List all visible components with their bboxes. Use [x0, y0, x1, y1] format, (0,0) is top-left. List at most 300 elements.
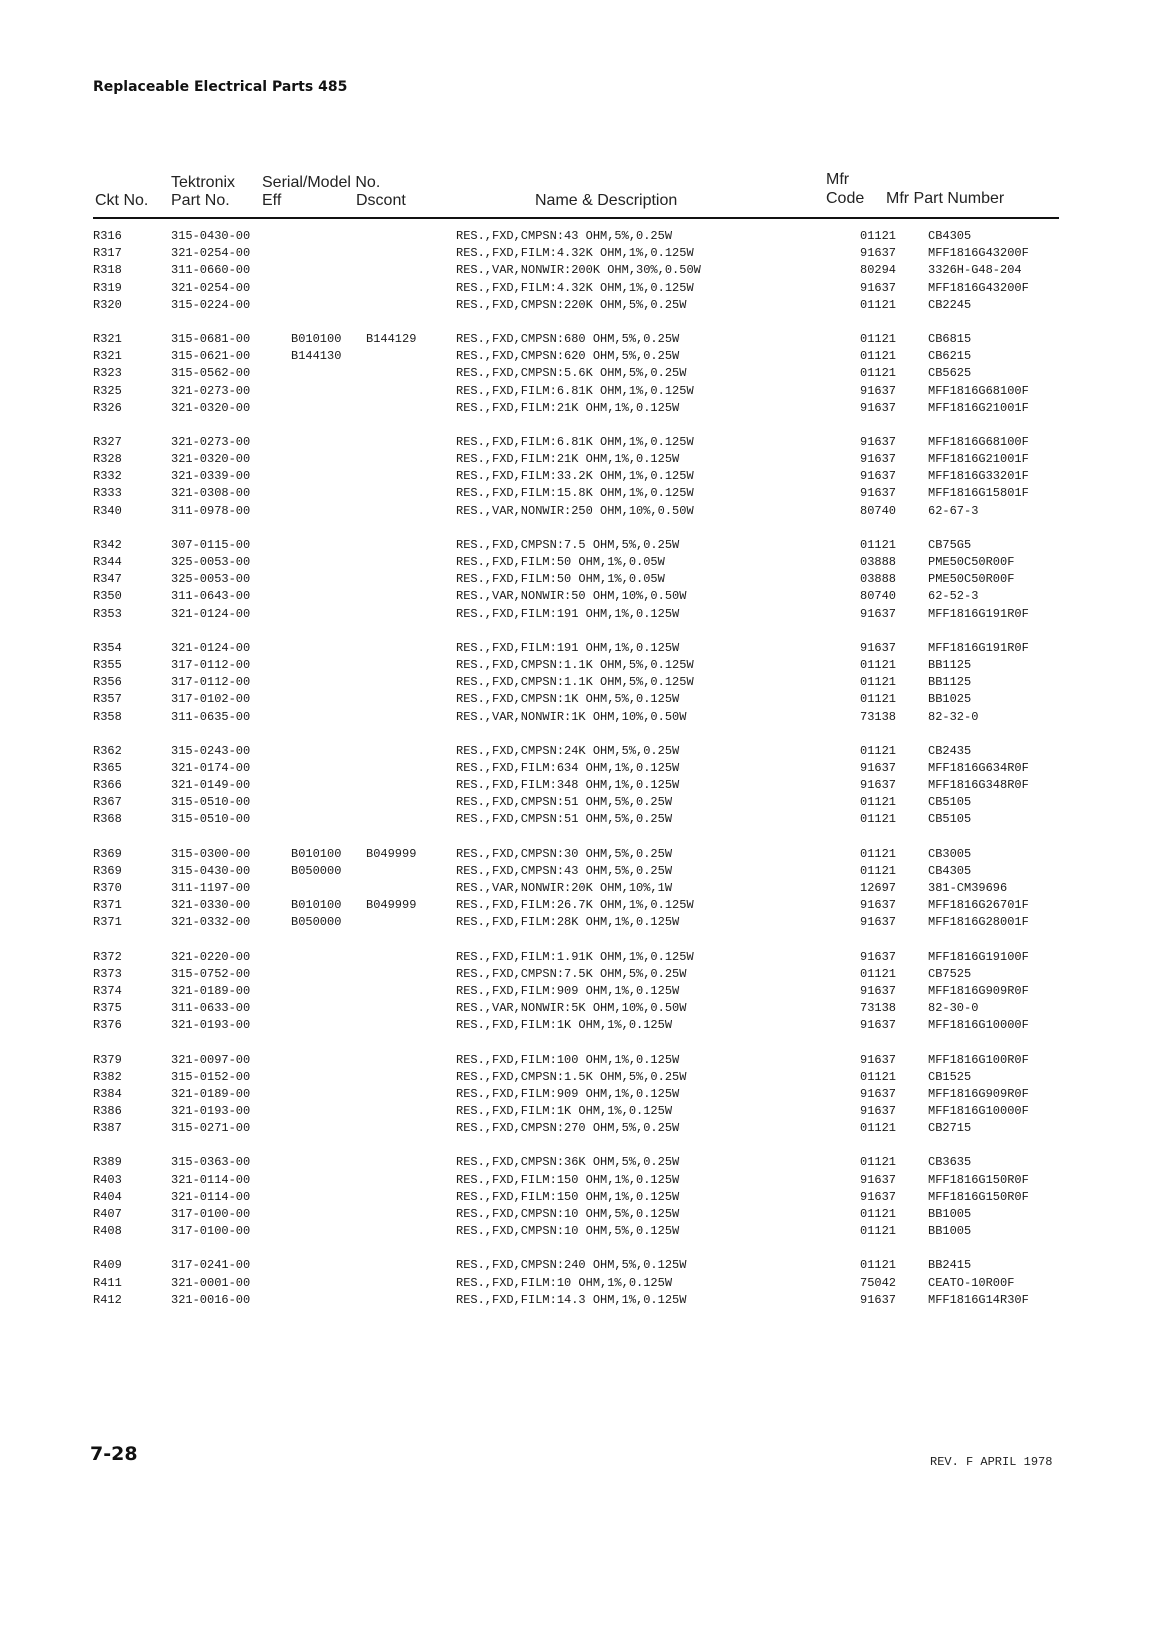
table-row — [93, 554, 1059, 571]
ckt-no-cell: R316 — [93, 229, 122, 243]
mfr-code-cell: 01121 — [860, 1069, 897, 1084]
table-row — [93, 280, 1059, 297]
mfr-code-cell: 91637 — [860, 606, 897, 621]
mfr-part-number-cell: MFF1816G150R0F — [928, 1172, 1029, 1187]
part-no-cell: 321-0273-00 — [171, 434, 251, 449]
mfr-code-cell: 91637 — [860, 760, 897, 775]
mfr-part-number-cell: MFF1816G909R0F — [928, 1086, 1029, 1101]
eff-cell: B144130 — [291, 349, 342, 364]
part-no-cell: 321-0339-00 — [171, 469, 251, 484]
description-cell: RES.,FXD,FILM:14.3 OHM,1%,0.125W — [456, 1292, 687, 1307]
description-cell: RES.,FXD,FILM:50 OHM,1%,0.05W — [456, 572, 665, 587]
table-row — [93, 811, 1059, 828]
table-row — [93, 1154, 1059, 1171]
part-no-cell: 311-1197-00 — [171, 881, 251, 895]
ckt-no-cell: R411 — [93, 1275, 122, 1290]
ckt-no-cell: R327 — [93, 434, 122, 449]
part-no-cell: 321-0254-00 — [171, 246, 251, 261]
mfr-code-cell: 01121 — [860, 331, 897, 346]
mfr-code-cell: 01121 — [860, 1207, 897, 1221]
mfr-code-cell: 75042 — [860, 1275, 897, 1290]
mfr-code-cell: 12697 — [860, 881, 897, 895]
ckt-no-cell: R328 — [93, 452, 122, 467]
mfr-code-cell: 01121 — [860, 863, 897, 878]
mfr-part-number-cell: MFF1816G43200F — [928, 246, 1029, 261]
ckt-no-cell: R374 — [93, 983, 122, 998]
description-cell: RES.,FXD,FILM:26.7K OHM,1%,0.125W — [456, 898, 694, 913]
ckt-no-cell: R369 — [93, 863, 122, 878]
table-row — [93, 1189, 1059, 1206]
mfr-part-number-cell: MFF1816G191R0F — [928, 640, 1029, 655]
part-no-cell: 315-0510-00 — [171, 812, 251, 827]
description-cell: RES.,VAR,NONWIR:50 OHM,10%,0.50W — [456, 589, 687, 604]
table-row — [93, 983, 1059, 1000]
mfr-part-number-cell: MFF1816G150R0F — [928, 1189, 1029, 1204]
mfr-code-cell: 01121 — [860, 537, 897, 552]
description-cell: RES.,FXD,CMPSN:24K OHM,5%,0.25W — [456, 743, 680, 758]
part-no-cell: 315-0152-00 — [171, 1069, 251, 1084]
description-cell: RES.,FXD,FILM:150 OHM,1%,0.125W — [456, 1172, 680, 1187]
ckt-no-cell: R384 — [93, 1086, 122, 1101]
table-row — [93, 297, 1059, 314]
description-cell: RES.,FXD,FILM:909 OHM,1%,0.125W — [456, 983, 680, 998]
eff-cell: B050000 — [291, 915, 342, 930]
part-no-cell: 321-0320-00 — [171, 452, 251, 467]
description-cell: RES.,FXD,FILM:1K OHM,1%,0.125W — [456, 1104, 673, 1119]
part-no-cell: 315-0510-00 — [171, 795, 251, 810]
table-row — [93, 383, 1059, 400]
mfr-code-cell: 01121 — [860, 1224, 897, 1239]
mfr-code-cell: 01121 — [860, 1155, 897, 1170]
ckt-no-cell: R356 — [93, 675, 122, 690]
table-row — [93, 691, 1059, 708]
part-no-cell: 315-0224-00 — [171, 297, 251, 312]
mfr-part-number-cell: MFF1816G28001F — [928, 915, 1029, 930]
col-mfr-part-number: Mfr Part Number — [886, 190, 1005, 207]
description-cell: RES.,VAR,NONWIR:1K OHM,10%,0.50W — [456, 709, 687, 724]
part-no-cell: 315-0243-00 — [171, 743, 251, 758]
ckt-no-cell: R326 — [93, 400, 122, 415]
mfr-code-cell: 91637 — [860, 452, 897, 467]
ckt-no-cell: R323 — [93, 366, 122, 381]
description-cell: RES.,FXD,CMPSN:43 OHM,5%,0.25W — [456, 863, 673, 878]
part-no-cell: 321-0097-00 — [171, 1052, 251, 1067]
table-row — [93, 863, 1059, 880]
ckt-no-cell: R407 — [93, 1207, 122, 1221]
description-cell: RES.,FXD,CMPSN:1K OHM,5%,0.125W — [456, 692, 680, 707]
table-row — [93, 1000, 1059, 1017]
mfr-part-number-cell: PME50C50R00F — [928, 555, 1015, 569]
mfr-part-number-cell: BB2415 — [928, 1258, 972, 1273]
mfr-part-number-cell: 82-32-0 — [928, 709, 979, 724]
ckt-no-cell: R365 — [93, 760, 122, 775]
part-no-cell: 321-0332-00 — [171, 915, 251, 930]
description-cell: RES.,FXD,CMPSN:10 OHM,5%,0.125W — [456, 1224, 680, 1239]
mfr-part-number-cell: CB75G5 — [928, 537, 972, 552]
mfr-part-number-cell: BB1125 — [928, 657, 972, 672]
mfr-code-cell: 01121 — [860, 1121, 897, 1136]
mfr-part-number-cell: MFF1816G15801F — [928, 486, 1029, 501]
description-cell: RES.,FXD,FILM:21K OHM,1%,0.125W — [456, 452, 680, 467]
table-row — [93, 777, 1059, 794]
part-no-cell: 321-0254-00 — [171, 280, 251, 295]
mfr-code-cell: 01121 — [860, 675, 897, 690]
part-no-cell: 315-0300-00 — [171, 846, 251, 861]
description-cell: RES.,VAR,NONWIR:20K OHM,10%,1W — [456, 881, 673, 895]
part-no-cell: 321-0189-00 — [171, 1086, 251, 1101]
mfr-code-cell: 01121 — [860, 743, 897, 758]
header-divider — [93, 217, 1059, 219]
eff-cell: B010100 — [291, 846, 342, 861]
table-row — [93, 485, 1059, 502]
mfr-part-number-cell: MFF1816G21001F — [928, 452, 1029, 467]
table-row — [93, 1069, 1059, 1086]
description-cell: RES.,FXD,FILM:6.81K OHM,1%,0.125W — [456, 383, 694, 398]
ckt-no-cell: R320 — [93, 297, 122, 312]
mfr-part-number-cell: CB3005 — [928, 846, 972, 861]
part-no-cell: 311-0633-00 — [171, 1001, 251, 1016]
eff-cell: B010100 — [291, 331, 342, 346]
ckt-no-cell: R333 — [93, 486, 122, 501]
part-no-cell: 321-0193-00 — [171, 1018, 251, 1033]
mfr-part-number-cell: MFF1816G634R0F — [928, 760, 1029, 775]
table-row — [93, 1086, 1059, 1103]
col-tektronix-label: Tektronix — [171, 174, 236, 191]
part-no-cell: 315-0621-00 — [171, 349, 251, 364]
table-row — [93, 1103, 1059, 1120]
mfr-part-number-cell: MFF1816G14R30F — [928, 1292, 1029, 1307]
description-cell: RES.,FXD,FILM:100 OHM,1%,0.125W — [456, 1052, 680, 1067]
ckt-no-cell: R358 — [93, 709, 122, 724]
ckt-no-cell: R382 — [93, 1069, 122, 1084]
mfr-part-number-cell: BB1005 — [928, 1224, 972, 1239]
mfr-part-number-cell: CB6815 — [928, 331, 972, 346]
table-row — [93, 846, 1059, 863]
description-cell: RES.,FXD,CMPSN:10 OHM,5%,0.125W — [456, 1207, 680, 1221]
mfr-part-number-cell: MFF1816G43200F — [928, 280, 1029, 295]
description-cell: RES.,FXD,CMPSN:240 OHM,5%,0.125W — [456, 1258, 687, 1273]
ckt-no-cell: R342 — [93, 537, 122, 552]
table-row — [93, 1172, 1059, 1189]
mfr-code-cell: 91637 — [860, 949, 897, 964]
part-no-cell: 317-0241-00 — [171, 1258, 251, 1273]
table-row — [93, 434, 1059, 451]
mfr-part-number-cell: BB1025 — [928, 692, 972, 707]
row-group — [93, 846, 1059, 932]
description-cell: RES.,FXD,FILM:150 OHM,1%,0.125W — [456, 1189, 680, 1204]
ckt-no-cell: R321 — [93, 331, 122, 346]
part-no-cell: 315-0363-00 — [171, 1155, 251, 1170]
table-row — [93, 794, 1059, 811]
ckt-no-cell: R412 — [93, 1292, 122, 1307]
row-group — [93, 434, 1059, 520]
mfr-code-cell: 91637 — [860, 640, 897, 655]
ckt-no-cell: R371 — [93, 898, 122, 913]
part-no-cell: 321-0308-00 — [171, 486, 251, 501]
parts-table — [93, 228, 1059, 1326]
mfr-part-number-cell: MFF1816G33201F — [928, 469, 1029, 484]
col-dscont: Dscont — [356, 192, 406, 209]
mfr-code-cell: 91637 — [860, 1172, 897, 1187]
table-row — [93, 914, 1059, 931]
mfr-part-number-cell: 62-52-3 — [928, 589, 979, 604]
description-cell: RES.,FXD,CMPSN:1.5K OHM,5%,0.25W — [456, 1069, 687, 1084]
part-no-cell: 307-0115-00 — [171, 537, 251, 552]
part-no-cell: 321-0174-00 — [171, 760, 251, 775]
col-name-description: Name & Description — [535, 192, 678, 209]
description-cell: RES.,FXD,CMPSN:51 OHM,5%,0.25W — [456, 812, 673, 827]
table-row — [93, 657, 1059, 674]
ckt-no-cell: R362 — [93, 743, 122, 758]
table-row — [93, 348, 1059, 365]
table-row — [93, 228, 1059, 245]
description-cell: RES.,FXD,CMPSN:680 OHM,5%,0.25W — [456, 331, 680, 346]
mfr-code-cell: 91637 — [860, 246, 897, 261]
description-cell: RES.,FXD,CMPSN:43 OHM,5%,0.25W — [456, 229, 673, 243]
mfr-code-cell: 01121 — [860, 795, 897, 810]
col-eff: Eff — [262, 192, 282, 209]
table-row — [93, 606, 1059, 623]
mfr-code-cell: 01121 — [860, 1258, 897, 1273]
table-row — [93, 537, 1059, 554]
mfr-part-number-cell: CB1525 — [928, 1069, 972, 1084]
mfr-code-cell: 73138 — [860, 1001, 897, 1016]
table-row — [93, 760, 1059, 777]
table-row — [93, 588, 1059, 605]
mfr-part-number-cell: CEATO-10R00F — [928, 1275, 1015, 1290]
mfr-part-number-cell: MFF1816G10000F — [928, 1104, 1029, 1119]
mfr-code-cell: 91637 — [860, 400, 897, 415]
ckt-no-cell: R375 — [93, 1001, 122, 1016]
row-group — [93, 949, 1059, 1035]
mfr-part-number-cell: MFF1816G191R0F — [928, 606, 1029, 621]
mfr-part-number-cell: MFF1816G68100F — [928, 434, 1029, 449]
ckt-no-cell: R332 — [93, 469, 122, 484]
table-row — [93, 245, 1059, 262]
mfr-code-cell: 01121 — [860, 692, 897, 707]
description-cell: RES.,FXD,CMPSN:220K OHM,5%,0.25W — [456, 297, 687, 312]
row-group — [93, 640, 1059, 726]
mfr-part-number-cell: CB5625 — [928, 366, 972, 381]
description-cell: RES.,FXD,CMPSN:30 OHM,5%,0.25W — [456, 846, 673, 861]
mfr-code-cell: 91637 — [860, 434, 897, 449]
part-no-cell: 315-0430-00 — [171, 229, 251, 243]
ckt-no-cell: R347 — [93, 572, 122, 587]
table-row — [93, 1275, 1059, 1292]
part-no-cell: 321-0220-00 — [171, 949, 251, 964]
part-no-cell: 315-0562-00 — [171, 366, 251, 381]
col-code: Code — [826, 190, 865, 207]
mfr-code-cell: 03888 — [860, 555, 897, 569]
part-no-cell: 321-0114-00 — [171, 1172, 251, 1187]
row-group — [93, 743, 1059, 829]
mfr-code-cell: 91637 — [860, 1086, 897, 1101]
col-ckt-no: Ckt No. — [95, 192, 149, 209]
description-cell: RES.,FXD,FILM:4.32K OHM,1%,0.125W — [456, 246, 694, 261]
mfr-part-number-cell: CB2245 — [928, 297, 972, 312]
description-cell: RES.,FXD,FILM:4.32K OHM,1%,0.125W — [456, 280, 694, 295]
row-group — [93, 1052, 1059, 1138]
ckt-no-cell: R354 — [93, 640, 122, 655]
row-group — [93, 537, 1059, 623]
table-row — [93, 743, 1059, 760]
col-mfr-label: Mfr — [826, 171, 850, 188]
ckt-no-cell: R319 — [93, 280, 122, 295]
mfr-part-number-cell: CB6215 — [928, 349, 972, 364]
description-cell: RES.,VAR,NONWIR:250 OHM,10%,0.50W — [456, 503, 694, 518]
table-row — [93, 262, 1059, 279]
ckt-no-cell: R386 — [93, 1104, 122, 1119]
ckt-no-cell: R376 — [93, 1018, 122, 1033]
table-row — [93, 451, 1059, 468]
description-cell: RES.,FXD,FILM:634 OHM,1%,0.125W — [456, 760, 680, 775]
row-group — [93, 1257, 1059, 1309]
part-no-cell: 317-0112-00 — [171, 657, 251, 672]
mfr-code-cell: 01121 — [860, 349, 897, 364]
table-row — [93, 1017, 1059, 1034]
ckt-no-cell: R355 — [93, 657, 122, 672]
page-title: Replaceable Electrical Parts 485 — [93, 79, 348, 95]
table-row — [93, 640, 1059, 657]
ckt-no-cell: R321 — [93, 349, 122, 364]
row-group — [93, 228, 1059, 314]
mfr-part-number-cell: MFF1816G21001F — [928, 400, 1029, 415]
part-no-cell: 311-0643-00 — [171, 589, 251, 604]
mfr-code-cell: 01121 — [860, 366, 897, 381]
part-no-cell: 321-0189-00 — [171, 983, 251, 998]
mfr-part-number-cell: 82-30-0 — [928, 1001, 979, 1016]
mfr-part-number-cell: CB4305 — [928, 863, 972, 878]
ckt-no-cell: R373 — [93, 966, 122, 981]
mfr-part-number-cell: 381-CM39696 — [928, 881, 1008, 895]
row-group — [93, 1154, 1059, 1240]
description-cell: RES.,FXD,FILM:15.8K OHM,1%,0.125W — [456, 486, 694, 501]
description-cell: RES.,VAR,NONWIR:5K OHM,10%,0.50W — [456, 1001, 687, 1016]
mfr-part-number-cell: PME50C50R00F — [928, 572, 1015, 587]
part-no-cell: 311-0978-00 — [171, 503, 251, 518]
dscont-cell: B049999 — [366, 898, 417, 913]
ckt-no-cell: R353 — [93, 606, 122, 621]
part-no-cell: 315-0271-00 — [171, 1121, 251, 1136]
mfr-code-cell: 73138 — [860, 709, 897, 724]
part-no-cell: 311-0635-00 — [171, 709, 251, 724]
table-row — [93, 674, 1059, 691]
part-no-cell: 321-0016-00 — [171, 1292, 251, 1307]
mfr-code-cell: 91637 — [860, 1189, 897, 1204]
ckt-no-cell: R350 — [93, 589, 122, 604]
ckt-no-cell: R387 — [93, 1121, 122, 1136]
mfr-part-number-cell: CB5105 — [928, 795, 972, 810]
part-no-cell: 321-0193-00 — [171, 1104, 251, 1119]
ckt-no-cell: R370 — [93, 881, 122, 895]
ckt-no-cell: R372 — [93, 949, 122, 964]
mfr-part-number-cell: CB5105 — [928, 812, 972, 827]
part-no-cell: 321-0124-00 — [171, 640, 251, 655]
table-row — [93, 365, 1059, 382]
ckt-no-cell: R357 — [93, 692, 122, 707]
table-row — [93, 880, 1059, 897]
part-no-cell: 321-0320-00 — [171, 400, 251, 415]
mfr-part-number-cell: CB2435 — [928, 743, 972, 758]
table-row — [93, 400, 1059, 417]
part-no-cell: 325-0053-00 — [171, 555, 251, 569]
description-cell: RES.,FXD,FILM:50 OHM,1%,0.05W — [456, 555, 665, 569]
mfr-part-number-cell: BB1005 — [928, 1207, 972, 1221]
description-cell: RES.,FXD,FILM:909 OHM,1%,0.125W — [456, 1086, 680, 1101]
ckt-no-cell: R404 — [93, 1189, 122, 1204]
description-cell: RES.,FXD,CMPSN:36K OHM,5%,0.25W — [456, 1155, 680, 1170]
mfr-code-cell: 01121 — [860, 846, 897, 861]
description-cell: RES.,FXD,FILM:21K OHM,1%,0.125W — [456, 400, 680, 415]
mfr-code-cell: 91637 — [860, 383, 897, 398]
mfr-code-cell: 03888 — [860, 572, 897, 587]
part-no-cell: 317-0112-00 — [171, 675, 251, 690]
ckt-no-cell: R409 — [93, 1258, 122, 1273]
part-no-cell: 321-0124-00 — [171, 606, 251, 621]
mfr-code-cell: 91637 — [860, 1018, 897, 1033]
ckt-no-cell: R317 — [93, 246, 122, 261]
table-row — [93, 1206, 1059, 1223]
table-row — [93, 949, 1059, 966]
ckt-no-cell: R340 — [93, 503, 122, 518]
mfr-code-cell: 91637 — [860, 898, 897, 913]
mfr-part-number-cell: MFF1816G26701F — [928, 898, 1029, 913]
table-row — [93, 1257, 1059, 1274]
mfr-part-number-cell: CB7525 — [928, 966, 972, 981]
part-no-cell: 317-0100-00 — [171, 1207, 251, 1221]
mfr-code-cell: 01121 — [860, 657, 897, 672]
row-group — [93, 331, 1059, 417]
ckt-no-cell: R325 — [93, 383, 122, 398]
dscont-cell: B144129 — [366, 331, 417, 346]
part-no-cell: 321-0001-00 — [171, 1275, 251, 1290]
mfr-code-cell: 01121 — [860, 297, 897, 312]
mfr-part-number-cell: 62-67-3 — [928, 503, 979, 518]
ckt-no-cell: R403 — [93, 1172, 122, 1187]
table-row — [93, 331, 1059, 348]
description-cell: RES.,FXD,CMPSN:620 OHM,5%,0.25W — [456, 349, 680, 364]
ckt-no-cell: R368 — [93, 812, 122, 827]
ckt-no-cell: R408 — [93, 1224, 122, 1239]
description-cell: RES.,FXD,FILM:1.91K OHM,1%,0.125W — [456, 949, 694, 964]
page-number: 7-28 — [90, 1443, 138, 1465]
table-row — [93, 897, 1059, 914]
table-row — [93, 1292, 1059, 1309]
mfr-code-cell: 80740 — [860, 589, 897, 604]
mfr-code-cell: 80294 — [860, 263, 897, 278]
dscont-cell: B049999 — [366, 846, 417, 861]
description-cell: RES.,FXD,CMPSN:51 OHM,5%,0.25W — [456, 795, 673, 810]
table-row — [93, 468, 1059, 485]
ckt-no-cell: R318 — [93, 263, 122, 278]
col-part-no: Part No. — [171, 192, 230, 209]
table-row — [93, 571, 1059, 588]
description-cell: RES.,FXD,CMPSN:7.5K OHM,5%,0.25W — [456, 966, 687, 981]
description-cell: RES.,FXD,FILM:1K OHM,1%,0.125W — [456, 1018, 673, 1033]
description-cell: RES.,FXD,FILM:191 OHM,1%,0.125W — [456, 606, 680, 621]
part-no-cell: 321-0273-00 — [171, 383, 251, 398]
part-no-cell: 315-0752-00 — [171, 966, 251, 981]
mfr-code-cell: 01121 — [860, 966, 897, 981]
description-cell: RES.,FXD,FILM:10 OHM,1%,0.125W — [456, 1275, 673, 1290]
mfr-code-cell: 01121 — [860, 229, 897, 243]
mfr-part-number-cell: MFF1816G19100F — [928, 949, 1029, 964]
table-row — [93, 966, 1059, 983]
part-no-cell: 315-0430-00 — [171, 863, 251, 878]
mfr-code-cell: 91637 — [860, 280, 897, 295]
ckt-no-cell: R344 — [93, 555, 122, 569]
mfr-part-number-cell: CB3635 — [928, 1155, 972, 1170]
